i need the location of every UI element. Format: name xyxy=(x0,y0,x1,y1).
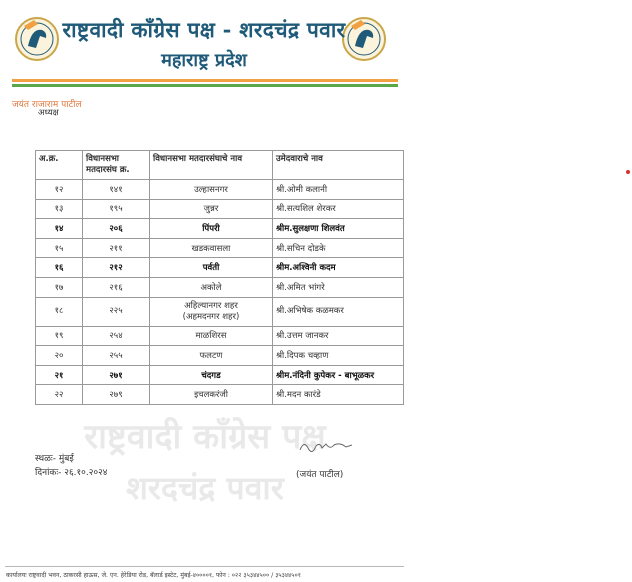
cell-constituency-name xyxy=(150,297,273,326)
cell-constituency-name: जुन्नर xyxy=(150,199,273,219)
cell-constituency-number: १४१ xyxy=(83,180,150,200)
candidate-table xyxy=(35,150,404,405)
table-header-row xyxy=(36,151,404,180)
table-row xyxy=(36,277,404,297)
header-divider-green xyxy=(12,84,398,87)
cell-constituency-number: २५५ xyxy=(83,346,150,366)
cell-constituency-number: २७९ xyxy=(83,385,150,405)
header-constituency-number: विधानसभा मतदारसंघ क्र. xyxy=(83,151,150,180)
cell-candidate-name: श्री.उत्तम जानकर xyxy=(273,326,404,346)
table-row xyxy=(36,385,404,405)
cell-constituency-number: २७१ xyxy=(83,365,150,385)
cell-serial: २० xyxy=(36,346,83,366)
table-row xyxy=(36,219,404,239)
table-row xyxy=(36,180,404,200)
cell-serial: १७ xyxy=(36,277,83,297)
cell-serial: १८ xyxy=(36,297,83,326)
region-name: महाराष्ट्र प्रदेश xyxy=(161,50,247,71)
president-name: जयंत राजाराम पाटील xyxy=(12,100,82,110)
cell-candidate-name: श्रीम.सुलक्षणा शिलवंत xyxy=(273,219,404,239)
cell-constituency-number: २१२ xyxy=(83,258,150,278)
cell-serial: २२ xyxy=(36,385,83,405)
cell-candidate-name: श्री.मदन कारंडे xyxy=(273,385,404,405)
cell-constituency-number: २१६ xyxy=(83,277,150,297)
signature-icon xyxy=(296,436,356,456)
signer-name: (जयंत पाटील) xyxy=(296,470,344,480)
cell-constituency-name: पर्वती xyxy=(150,258,273,278)
footer-divider xyxy=(5,566,404,567)
watermark-line-2: शरदचंद्र पवार xyxy=(126,469,284,507)
cell-constituency-name: अकोले xyxy=(150,277,273,297)
cell-constituency-name: फलटण xyxy=(150,346,273,366)
party-name: राष्ट्रवादी काँग्रेस पक्ष - शरदचंद्र पवार xyxy=(62,17,346,42)
cell-serial: १५ xyxy=(36,238,83,258)
table-row xyxy=(36,297,404,326)
cell-constituency-name: पिंपरी xyxy=(150,219,273,239)
constituency-name-line-2: (अहमदनगर शहर) xyxy=(182,311,240,322)
cell-constituency-name: उल्हासनगर xyxy=(150,180,273,200)
cell-serial: २१ xyxy=(36,365,83,385)
president-role: अध्यक्ष xyxy=(38,108,59,118)
cell-candidate-name: श्री.ओमी कलानी xyxy=(273,180,404,200)
cell-serial: १३ xyxy=(36,199,83,219)
cell-constituency-name: इचलकरंजी xyxy=(150,385,273,405)
blank-area xyxy=(406,0,632,582)
header-serial: अ.क्र. xyxy=(36,151,83,180)
cell-constituency-number: २२५ xyxy=(83,297,150,326)
cell-candidate-name: श्री.अभिषेक कळमकर xyxy=(273,297,404,326)
table-row xyxy=(36,238,404,258)
cell-constituency-number: २५४ xyxy=(83,326,150,346)
cell-candidate-name: श्री.अमित भांगरे xyxy=(273,277,404,297)
cell-candidate-name: श्री.सचिन दोडके xyxy=(273,238,404,258)
cell-constituency-name: खडकवासला xyxy=(150,238,273,258)
table-row xyxy=(36,365,404,385)
cell-constituency-number: २०६ xyxy=(83,219,150,239)
cell-constituency-name: माळशिरस xyxy=(150,326,273,346)
cell-constituency-name: चंदगड xyxy=(150,365,273,385)
table-row xyxy=(36,326,404,346)
cell-serial: १२ xyxy=(36,180,83,200)
cell-candidate-name: श्रीम.अश्विनी कदम xyxy=(273,258,404,278)
cell-constituency-number: २११ xyxy=(83,238,150,258)
date-line: दिनांकः- २६.१०.२०२४ xyxy=(35,468,108,478)
cell-candidate-name: श्री.सत्यशिल शेरकर xyxy=(273,199,404,219)
table-row xyxy=(36,346,404,366)
cell-serial: १६ xyxy=(36,258,83,278)
office-address: कार्यालयः राष्ट्रवादी भवन, ठाकरसी हाऊस, जे. एन. हेरेडिया रोड, बॅलार्ड इस्टेट, मुंबई-४००००१, फोन : ०२२ ३५३४४५०० / ३५३४४५०१ xyxy=(6,572,301,579)
cell-constituency-number: १९५ xyxy=(83,199,150,219)
header-constituency-name: विधानसभा मतदारसंघाचे नाव xyxy=(150,151,273,180)
cell-candidate-name: श्री.दिपक चव्हाण xyxy=(273,346,404,366)
table-row xyxy=(36,199,404,219)
cell-candidate-name: श्रीम.नंदिनी कुपेकर - बाभूळकर xyxy=(273,365,404,385)
header-candidate-name: उमेदवाराचे नाव xyxy=(273,151,404,180)
constituency-name-line-1: अहिल्यानगर शहर xyxy=(184,300,238,311)
cell-serial: १४ xyxy=(36,219,83,239)
party-logo-icon xyxy=(14,14,60,64)
cell-serial: १९ xyxy=(36,326,83,346)
watermark-line-1: राष्ट्रवादी काँग्रेस पक्ष xyxy=(84,417,326,457)
cursor-dot xyxy=(626,170,630,174)
table-row xyxy=(36,258,404,278)
place-line: स्थळः- मुंबई xyxy=(35,454,74,464)
